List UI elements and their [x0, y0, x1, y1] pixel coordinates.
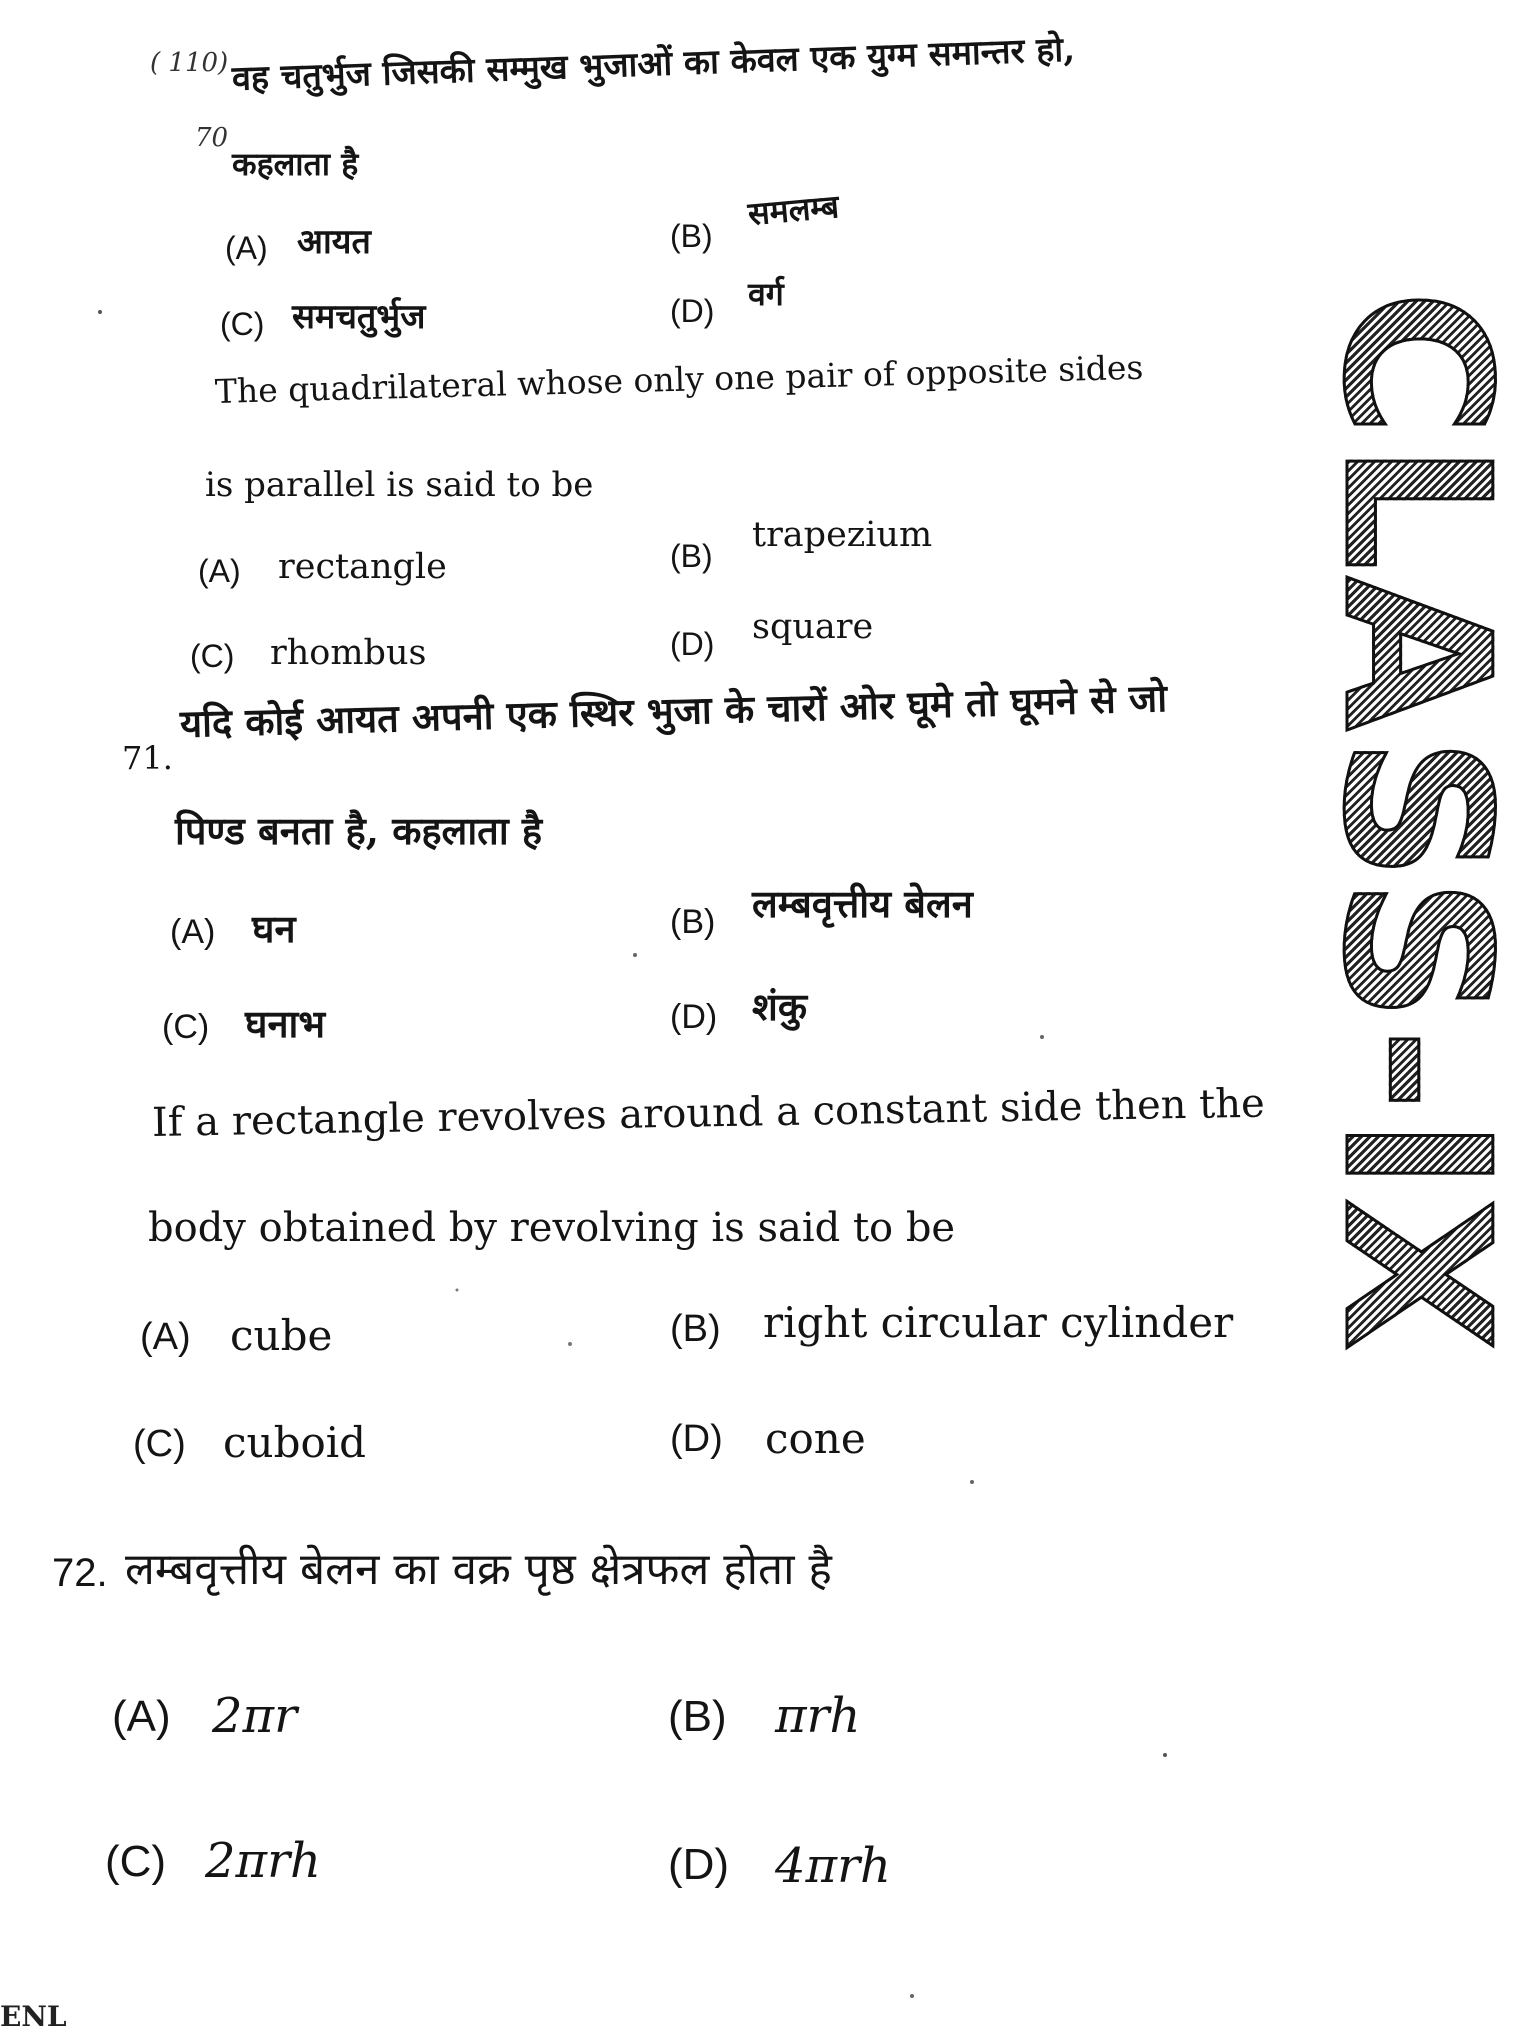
q72-opt-b: πrh: [775, 1688, 861, 1744]
q70-hi-opt-b-label: (B): [670, 218, 713, 254]
q70-hi-opt-d-label: (D): [670, 293, 715, 329]
q71-en-opt-a: cube: [230, 1311, 333, 1360]
class-side-banner-text: CLASS-IX: [1299, 290, 1532, 1358]
q70-hi-opt-a-label: (A): [225, 230, 268, 266]
q70-en-opt-c-label: (C): [190, 638, 235, 674]
q70-hi-opt-a: आयत: [297, 222, 371, 262]
q72-opt-a: 2πr: [212, 1688, 298, 1744]
q71-hi-opt-a: घन: [252, 906, 296, 951]
side-margin-mark: 70: [195, 123, 229, 153]
q70-hindi-line2: कहलाता है: [232, 145, 359, 183]
q70-en-opt-d-label: (D): [670, 626, 715, 662]
q71-english-line2: body obtained by revolving is said to be: [148, 1205, 956, 1251]
q70-en-opt-a: rectangle: [278, 547, 447, 587]
q70-hi-opt-c-label: (C): [220, 306, 265, 342]
q71-en-opt-c-label: (C): [133, 1423, 186, 1465]
q71-number: 71.: [122, 739, 173, 777]
q71-hindi-line1: यदि कोई आयत अपनी एक स्थिर भुजा के चारों ओर घूमे तो घूमने से जो: [179, 675, 1168, 746]
q71-hi-opt-b-label: (B): [670, 903, 716, 941]
q71-en-opt-a-label: (A): [140, 1316, 191, 1358]
q72-number: 72.: [52, 1551, 108, 1595]
q72-opt-c-label: (C): [105, 1837, 167, 1886]
q71-hi-opt-c: घनाभ: [245, 1001, 326, 1046]
q71-en-opt-b: right circular cylinder: [763, 1298, 1234, 1347]
q71-hi-opt-a-label: (A): [170, 913, 216, 951]
q71-en-opt-c: cuboid: [223, 1418, 367, 1467]
bottom-cut-fragment: ENL: [0, 2000, 67, 2033]
q70-english-line1: The quadrilateral whose only one pair of opposite sides: [214, 347, 1144, 411]
q70-en-opt-c: rhombus: [270, 633, 427, 673]
q71-hindi-line2: पिण्ड बनता है, कहलाता है: [175, 808, 543, 853]
q71-en-opt-d: cone: [765, 1414, 866, 1463]
q70-en-opt-d: square: [752, 607, 874, 647]
q71-hi-opt-b: लम्बवृत्तीय बेलन: [752, 881, 973, 926]
q70-en-opt-b-label: (B): [670, 538, 713, 574]
q71-hi-opt-d-label: (D): [670, 998, 718, 1036]
q71-en-opt-d-label: (D): [670, 1418, 723, 1460]
q70-hi-opt-b: समलम्ब: [746, 187, 841, 233]
q72-opt-b-label: (B): [668, 1692, 727, 1741]
q72-opt-d: 4πrh: [775, 1838, 891, 1894]
q71-hi-opt-c-label: (C): [162, 1008, 210, 1046]
q71-english-line1: If a rectangle revolves around a constant side then the: [151, 1080, 1266, 1146]
q70-hi-opt-d: वर्ग: [748, 275, 784, 313]
q71-hi-opt-d: शंकु: [752, 984, 808, 1029]
q72-opt-d-label: (D): [668, 1840, 730, 1889]
q72-opt-a-label: (A): [112, 1692, 171, 1741]
q71-en-opt-b-label: (B): [670, 1308, 721, 1350]
top-margin-mark: ( 110): [150, 48, 229, 78]
q72-opt-c: 2πrh: [205, 1833, 321, 1889]
q70-hindi-line1: वह चतुर्भुज जिसकी सम्मुख भुजाओं का केवल एक युग्म समान्तर हो,: [231, 29, 1076, 99]
q70-en-opt-b: trapezium: [752, 515, 933, 555]
q70-hi-opt-c: समचतुर्भुज: [292, 297, 426, 337]
q70-en-opt-a-label: (A): [198, 553, 241, 589]
q72-hindi-line1: लम्बवृत्तीय बेलन का वक्र पृष्ठ क्षेत्रफल होता है: [125, 1544, 832, 1595]
q70-english-line2: is parallel is said to be: [205, 465, 594, 505]
